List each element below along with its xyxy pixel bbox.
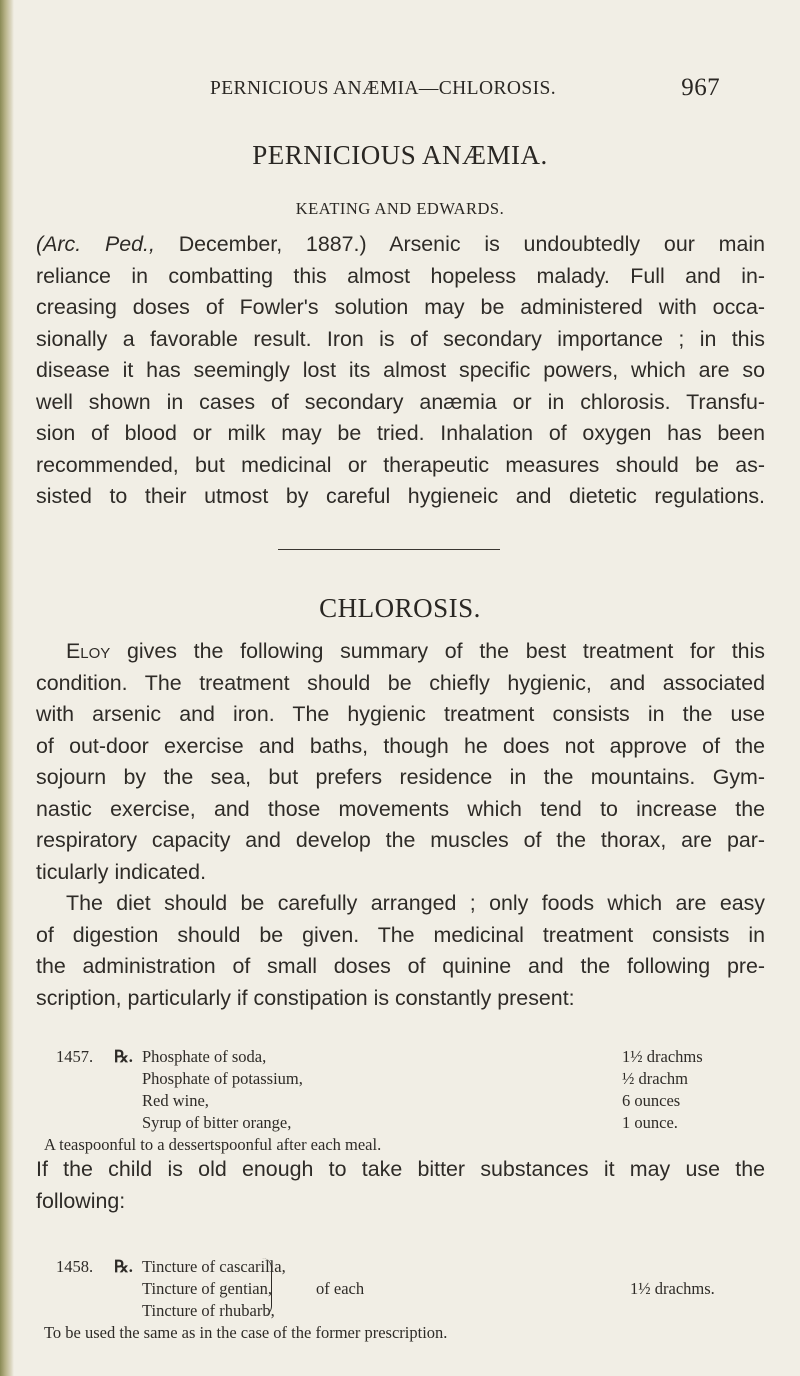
text-line: disease it has seemingly lost its almost specific powers, which are so <box>36 358 765 382</box>
text-line: nastic exercise, and those movements which tend to increase the <box>36 796 765 821</box>
prescription-1458 <box>36 1256 756 1344</box>
text-line: sionally a favorable result. Iron is of secondary importance ; in this <box>36 326 765 351</box>
prescription-directions: A teaspoonful to a dessertspoonful after each meal. <box>44 1135 382 1154</box>
ingredient: Red wine, <box>142 1091 209 1110</box>
ingredient: Tincture of rhubarb, <box>142 1301 275 1320</box>
text-line: following: <box>36 1188 126 1213</box>
ingredient: Syrup of bitter orange, <box>142 1113 292 1132</box>
section-heading-pernicious-anaemia: PERNICIOUS ANÆMIA. <box>252 140 548 170</box>
ingredient-quantity: 6 ounces <box>622 1091 681 1110</box>
ingredient: Phosphate of soda, <box>142 1047 267 1066</box>
paragraph-pernicious-anaemia <box>36 229 765 513</box>
ingredient-quantity: ½ drachm <box>622 1069 688 1088</box>
of-each-label: of each <box>316 1279 365 1298</box>
text-line: well shown in cases of secondary anæmia or in chlorosis. Transfu- <box>36 389 765 414</box>
text-line: of out-door exercise and baths, though he does not approve of the <box>36 733 765 758</box>
ingredient-quantity: 1 ounce. <box>622 1113 678 1132</box>
text-line: reliance in combatting this almost hopeless malady. Full and in- <box>36 263 765 288</box>
text-line: The diet should be carefully arranged ; only foods which are easy <box>66 891 765 915</box>
text-line: sion of blood or milk may be tried. Inhalation of oxygen has been <box>36 421 765 445</box>
text-line: sisted to their utmost by careful hygieneic and dietetic regulations. <box>36 484 765 508</box>
recipe-symbol: ℞. <box>114 1047 133 1066</box>
recipe-symbol: ℞. <box>114 1257 133 1276</box>
ingredient-quantity: 1½ drachms <box>622 1047 703 1066</box>
ingredient: Phosphate of potassium, <box>142 1069 303 1088</box>
text-line: the administration of small doses of quinine and the following pre- <box>36 954 765 978</box>
ingredient-quantity: 1½ drachms. <box>630 1279 715 1298</box>
section-heading-chlorosis: CHLOROSIS. <box>319 593 481 623</box>
text-line: condition. The treatment should be chiefly hygienic, and associated <box>36 670 765 695</box>
prescription-1457 <box>36 1046 756 1156</box>
text-line: Eloy gives the following summary of the best treatment for this <box>66 639 765 663</box>
text-line: with arsenic and iron. The hygienic treatment consists in the use <box>36 702 765 726</box>
text-line: creasing doses of Fowler's solution may be administered with occa- <box>36 295 765 319</box>
grouping-brace <box>262 1258 272 1316</box>
paragraph-chlorosis <box>36 636 765 1014</box>
prescription-directions: To be used the same as in the case of the former prescription. <box>44 1323 448 1342</box>
section-divider-rule <box>278 549 500 550</box>
text-line: ticularly indicated. <box>36 859 207 884</box>
ingredient: Tincture of gentian, <box>142 1279 272 1298</box>
text-line: scription, particularly if constipation is constantly present: <box>36 985 575 1010</box>
text-line: sojourn by the sea, but prefers residence in the mountains. Gym- <box>36 765 765 789</box>
text-line: (Arc. Ped., December, 1887.) Arsenic is undoubtedly our main <box>36 232 765 256</box>
ingredient: Tincture of cascarilla, <box>142 1257 286 1276</box>
text-line: recommended, but medicinal or therapeutic measures should be as- <box>36 452 765 477</box>
prescription-number: 1458. <box>56 1257 94 1276</box>
text-line: respiratory capacity and develop the muscles of the thorax, are par- <box>36 828 765 852</box>
paragraph-bitter-substances <box>36 1154 765 1217</box>
running-head-title: PERNICIOUS ANÆMIA—CHLOROSIS. <box>210 78 556 99</box>
section-authors: KEATING AND EDWARDS. <box>295 199 505 218</box>
text-line: If the child is old enough to take bitter substances it may use the <box>36 1157 765 1181</box>
prescription-number: 1457. <box>56 1047 94 1066</box>
text-line: of digestion should be given. The medicinal treatment consists in <box>36 922 765 947</box>
page-number: 967 <box>681 74 720 101</box>
